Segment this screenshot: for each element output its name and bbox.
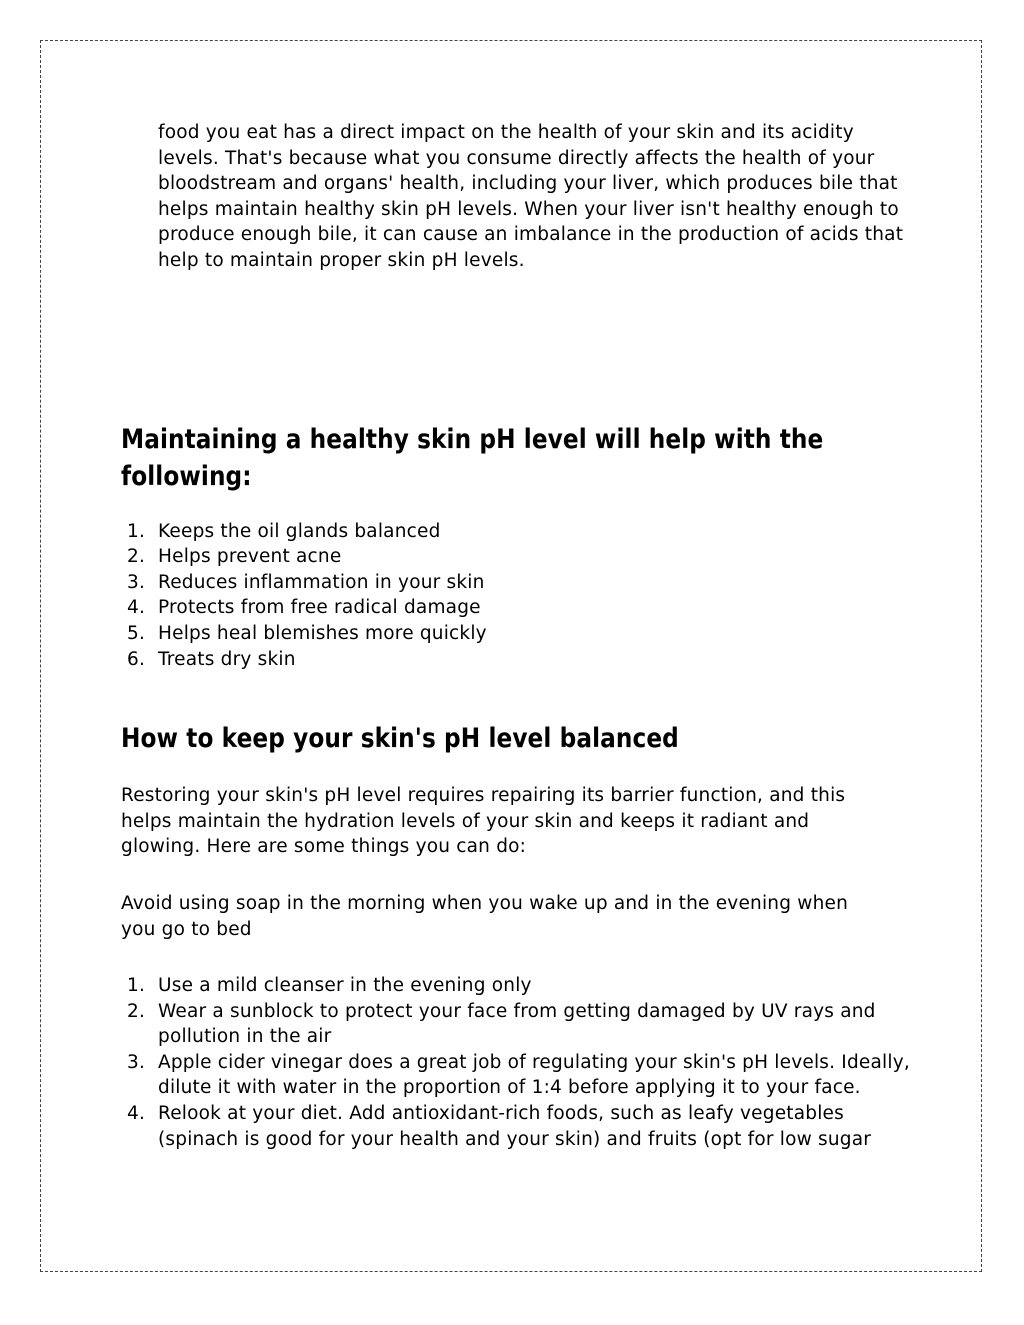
list-item: 5. Helps heal blemishes more quickly bbox=[127, 622, 487, 644]
section-heading-benefits: Maintaining a healthy skin pH level will help with the following: bbox=[121, 423, 824, 492]
document-content bbox=[121, 120, 911, 1152]
list-item: 3. Apple cider vinegar does a great job of regulating your skin's pH levels. Ideally, dilute it with water in the proportion of 1:4 before applying it to your face. bbox=[127, 1051, 910, 1099]
section-heading-balance: How to keep your skin's pH level balanced bbox=[121, 723, 679, 755]
tips-list bbox=[121, 973, 911, 1152]
list-item: 1. Use a mild cleanser in the evening only bbox=[127, 975, 532, 997]
list-item: 2. Helps prevent acne bbox=[127, 546, 342, 568]
benefits-list bbox=[121, 519, 911, 673]
list-item: 1. Keeps the oil glands balanced bbox=[127, 520, 441, 542]
intro-paragraph: food you eat has a direct impact on the health of your skin and its acidity levels. That's because what you consume directly affects the health of your bloodstream and organs' health, including your liver, which produces bile that helps maintain healthy skin pH levels. When your liver isn't healthy enough to produce enough bile, it can cause an imbalance in the production of acids that help to maintain proper skin pH levels. bbox=[158, 122, 904, 271]
list-item: 6. Treats dry skin bbox=[127, 648, 296, 670]
restoring-paragraph: Restoring your skin's pH level requires repairing its barrier function, and this helps maintain the hydration levels of your skin and keeps it radiant and glowing. Here are some things you can do: bbox=[121, 785, 846, 858]
list-item: 3. Reduces inflammation in your skin bbox=[127, 571, 485, 593]
list-item: 4. Protects from free radical damage bbox=[127, 597, 481, 619]
list-item: 4. Relook at your diet. Add antioxidant-rich foods, such as leafy vegetables (spinach is good for your health and your skin) and fruits (opt for low sugar bbox=[127, 1103, 872, 1150]
avoid-soap-paragraph: Avoid using soap in the morning when you wake up and in the evening when you go to bed bbox=[121, 892, 849, 940]
list-item: 2. Wear a sunblock to protect your face from getting damaged by UV rays and pollution in the air bbox=[127, 1000, 876, 1048]
